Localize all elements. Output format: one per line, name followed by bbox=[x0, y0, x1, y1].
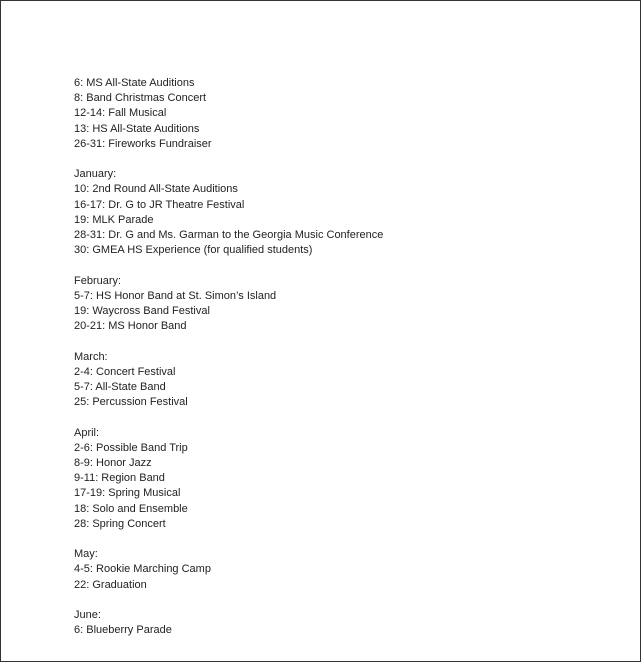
month-heading: April: bbox=[74, 426, 100, 439]
calendar-list bbox=[74, 76, 614, 654]
event-line: 6: Blueberry Parade bbox=[74, 624, 172, 637]
section-april bbox=[74, 426, 614, 532]
event-line: 5-7: All-State Band bbox=[74, 381, 166, 394]
month-heading: May: bbox=[74, 548, 98, 561]
event-line: 28-31: Dr. G and Ms. Garman to the Georgia Music Conference bbox=[74, 229, 384, 242]
event-line: 5-7: HS Honor Band at St. Simon’s Island bbox=[74, 289, 277, 302]
event-line: 19: MLK Parade bbox=[74, 213, 154, 226]
event-line: 8: Band Christmas Concert bbox=[74, 92, 207, 105]
event-line: 28: Spring Concert bbox=[74, 517, 166, 530]
month-heading: March: bbox=[74, 350, 108, 363]
event-line: 30: GMEA HS Experience (for qualified students) bbox=[74, 244, 313, 257]
section-march bbox=[74, 350, 614, 411]
event-line: 17-19: Spring Musical bbox=[74, 487, 181, 500]
month-heading: January: bbox=[74, 168, 117, 181]
section-may bbox=[74, 547, 614, 593]
event-line: 9-11: Region Band bbox=[74, 472, 165, 485]
event-line: 8-9: Honor Jazz bbox=[74, 457, 152, 470]
event-line: 2-6: Possible Band Trip bbox=[74, 441, 188, 454]
event-line: 25: Percussion Festival bbox=[74, 396, 188, 409]
event-line: 2-4: Concert Festival bbox=[74, 365, 176, 378]
event-line: 18: Solo and Ensemble bbox=[74, 502, 188, 515]
event-line: 13: HS All-State Auditions bbox=[74, 122, 200, 135]
event-line: 19: Waycross Band Festival bbox=[74, 305, 210, 318]
event-line: 20-21: MS Honor Band bbox=[74, 320, 187, 333]
section-june bbox=[74, 608, 614, 638]
section-february bbox=[74, 274, 614, 335]
month-heading: June: bbox=[74, 609, 101, 622]
section-december bbox=[74, 76, 614, 152]
event-line: 4-5: Rookie Marching Camp bbox=[74, 563, 211, 576]
event-line: 6: MS All-State Auditions bbox=[74, 77, 195, 89]
event-line: 26-31: Fireworks Fundraiser bbox=[74, 137, 212, 150]
event-line: 12-14: Fall Musical bbox=[74, 107, 167, 120]
event-line: 22: Graduation bbox=[74, 578, 147, 591]
event-line: 10: 2nd Round All-State Auditions bbox=[74, 183, 238, 196]
month-heading: February: bbox=[74, 274, 122, 287]
event-line: 16-17: Dr. G to JR Theatre Festival bbox=[74, 198, 245, 211]
section-january bbox=[74, 167, 614, 258]
